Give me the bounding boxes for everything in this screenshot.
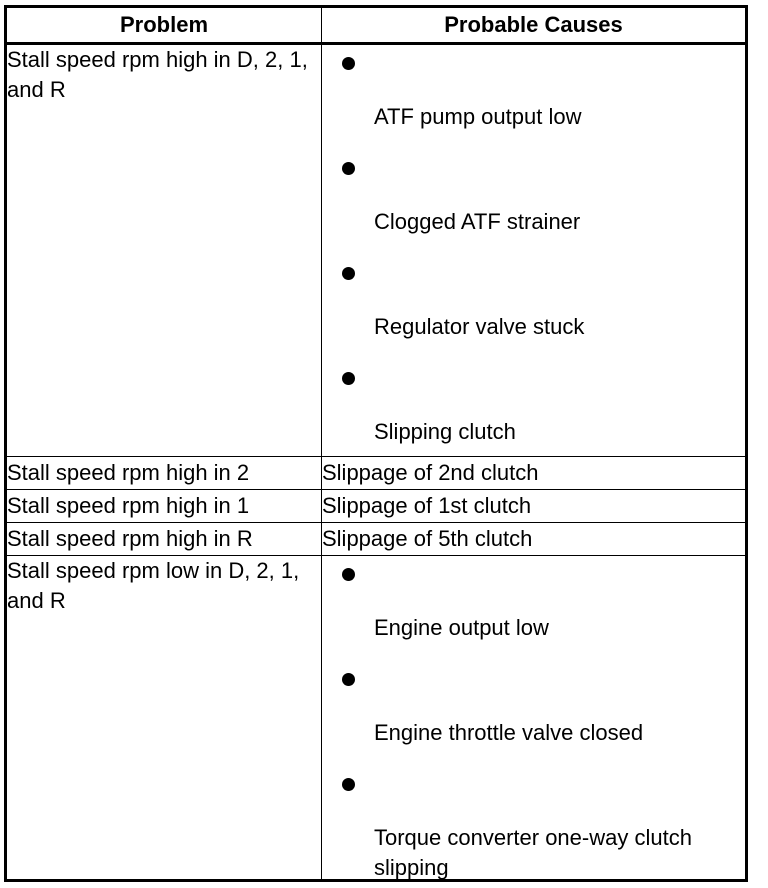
table-row <box>6 490 747 523</box>
bullet-icon <box>342 372 355 385</box>
stall-speed-diagnosis-table <box>4 5 748 882</box>
table-row <box>6 556 747 881</box>
cause-item <box>322 766 745 880</box>
cause-text: Engine output low <box>374 615 549 640</box>
bullet-icon <box>342 162 355 175</box>
table-row <box>6 44 747 457</box>
cause-cell: Slippage of 2nd clutch <box>322 457 747 490</box>
problem-cell: Stall speed rpm high in 1 <box>6 490 322 523</box>
cause-item <box>322 360 745 456</box>
cause-text: ATF pump output low <box>374 104 582 129</box>
bullet-icon <box>342 568 355 581</box>
bullet-icon <box>342 778 355 791</box>
cause-cell: Slippage of 5th clutch <box>322 523 747 556</box>
causes-cell <box>322 556 747 881</box>
cause-item <box>322 45 745 150</box>
cause-cell: Slippage of 1st clutch <box>322 490 747 523</box>
cause-list <box>322 45 745 456</box>
bullet-icon <box>342 673 355 686</box>
cause-item <box>322 150 745 255</box>
table-row <box>6 523 747 556</box>
cause-item <box>322 255 745 360</box>
problem-cell: Stall speed rpm high in D, 2, 1, and R <box>6 44 322 457</box>
cause-text: Regulator valve stuck <box>374 314 585 339</box>
table-row <box>6 457 747 490</box>
causes-cell <box>322 44 747 457</box>
header-problem: Problem <box>6 7 322 44</box>
table-header-row <box>6 7 747 44</box>
bullet-icon <box>342 57 355 70</box>
problem-cell: Stall speed rpm low in D, 2, 1, and R <box>6 556 322 881</box>
cause-text: Clogged ATF strainer <box>374 209 581 234</box>
problem-cell: Stall speed rpm high in R <box>6 523 322 556</box>
cause-text: Torque converter one-way clutch slipping <box>374 825 692 880</box>
cause-list <box>322 556 745 880</box>
header-probable-causes: Probable Causes <box>322 7 747 44</box>
cause-item <box>322 661 745 766</box>
cause-item <box>322 556 745 661</box>
cause-text: Slipping clutch <box>374 419 516 444</box>
problem-cell: Stall speed rpm high in 2 <box>6 457 322 490</box>
cause-text: Engine throttle valve closed <box>374 720 644 745</box>
bullet-icon <box>342 267 355 280</box>
